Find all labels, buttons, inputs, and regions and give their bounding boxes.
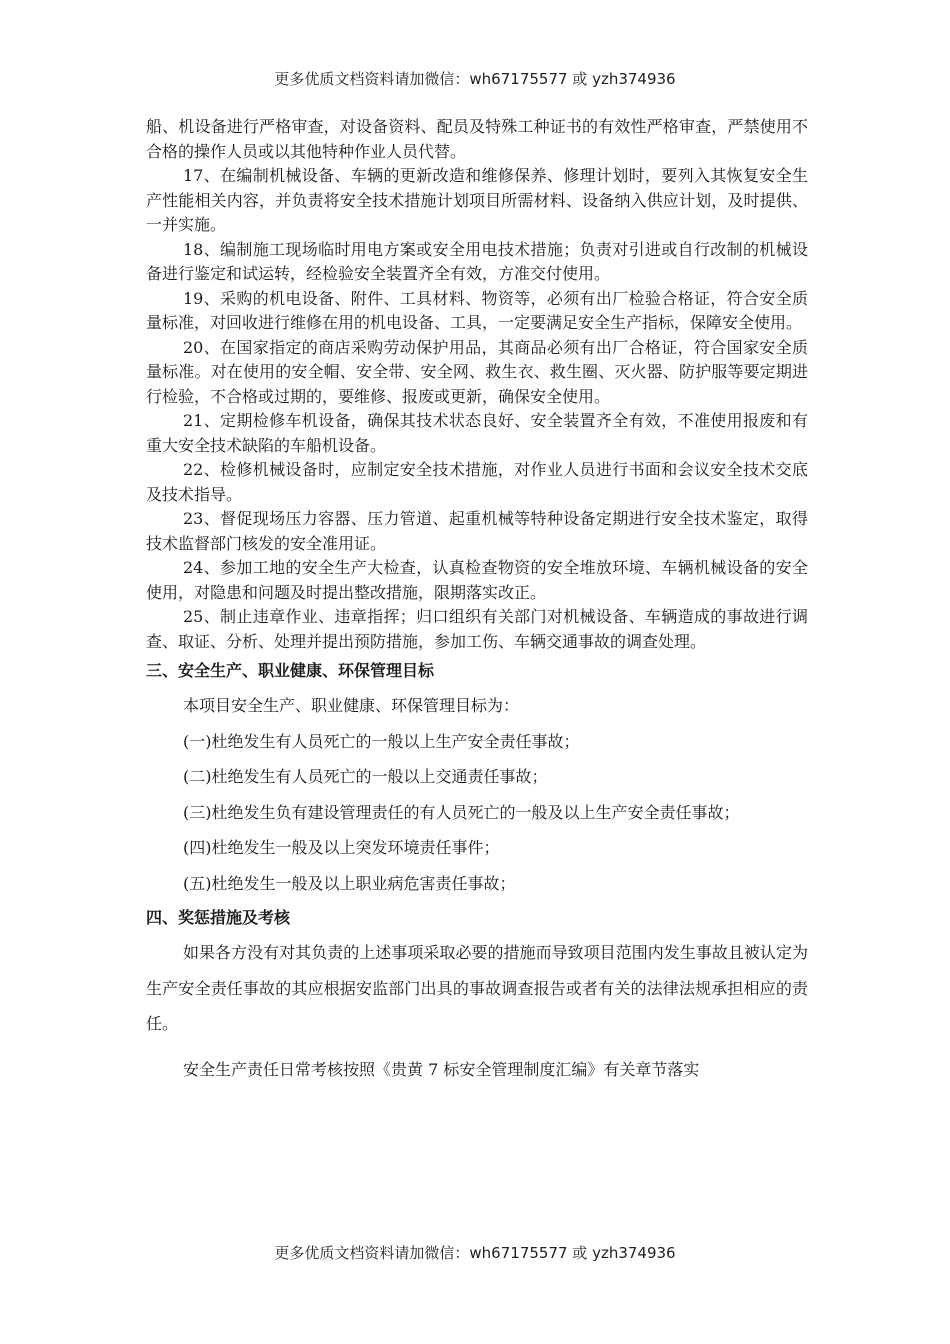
section-heading-3: 三、安全生产、职业健康、环保管理目标 [146,661,435,680]
section3-intro: 本项目安全生产、职业健康、环保管理目标为： [183,696,520,715]
goal-item-2: (二)杜绝发生有人员死亡的一般以上交通责任事故； [183,767,548,786]
document-body [146,115,808,1087]
section-heading-4: 四、奖惩措施及考核 [146,908,291,927]
spacer [146,1042,808,1052]
paragraph-item-22: 22、检修机械设备时，应制定安全技术措施，对作业人员进行书面和会议安全技术交底及技术指导。 [146,460,808,504]
paragraph-item-21: 21、定期检修车机设备，确保其技术状态良好、安全装置齐全有效，不准使用报废和有重大安全技术缺陷的车船机设备。 [146,411,808,455]
section4-paragraph-1: 如果各方没有对其负责的上述事项采取必要的措施而导致项目范围内发生事故且被认定为生产安全责任事故的其应根据安监部门出具的事故调查报告或者有关的法律法规承担相应的责任。 [146,943,808,1033]
page-header: 更多优质文档资料请加微信：wh67175577 或 yzh374936 [274,70,676,88]
page-footer: 更多优质文档资料请加微信：wh67175577 或 yzh374936 [274,1244,676,1262]
goal-item-3: (三)杜绝发生负有建设管理责任的有人员死亡的一般及以上生产安全责任事故； [183,802,740,822]
goal-item-4: (四)杜绝发生一般及以上突发环境责任事件； [183,838,500,857]
paragraph-item-18: 18、编制施工现场临时用电方案或安全用电技术措施；负责对引进或自行改制的机械设备进行鉴定和试运转，经检验安全装置齐全有效，方准交付使用。 [146,239,808,283]
paragraph-item-17: 17、在编制机械设备、车辆的更新改造和维修保养、修理计划时，要列入其恢复安全生产性能相关内容，并负责将安全技术措施计划项目所需材料、设备纳入供应计划，及时提供、一并实施。 [146,166,808,234]
paragraph-item-20: 20、在国家指定的商店采购劳动保护用品，其商品必须有出厂合格证，符合国家安全质量标准。对在使用的安全帽、安全带、安全网、救生衣、救生圈、灭火器、防护服等要定期进行检验，不合格或过期的，要维修、报废或更新，确保安全使用。 [146,337,808,406]
paragraph-item-19: 19、采购的机电设备、附件、工具材料、物资等，必须有出厂检验合格证，符合安全质量标准，对回收进行维修在用的机电设备、工具，一定要满足安全生产指标，保障安全使用。 [146,288,808,332]
paragraph-item-25: 25、制止违章作业、违章指挥；归口组织有关部门对机械设备、车辆造成的事故进行调查、取证、分析、处理并提出预防措施，参加工伤、车辆交通事故的调查处理。 [146,607,808,651]
goal-item-5: (五)杜绝发生一般及以上职业病危害责任事故； [183,873,516,893]
paragraph-item-23: 23、督促现场压力容器、压力管道、起重机械等特种设备定期进行安全技术鉴定，取得技术监督部门核发的安全准用证。 [146,509,808,553]
paragraph-continued: 船、机设备进行严格审查，对设备资料、配员及特殊工种证书的有效性严格审查，严禁使用不合格的操作人员或以其他特种作业人员代替。 [146,117,808,161]
paragraph-item-24: 24、参加工地的安全生产大检查，认真检查物资的安全堆放环境、车辆机械设备的安全使用，对隐患和问题及时提出整改措施，限期落实改正。 [146,558,808,602]
goal-item-1: (一)杜绝发生有人员死亡的一般以上生产安全责任事故； [183,731,580,751]
section4-paragraph-2: 安全生产责任日常考核按照《贵黄 7 标安全管理制度汇编》有关章节落实 [183,1059,700,1079]
